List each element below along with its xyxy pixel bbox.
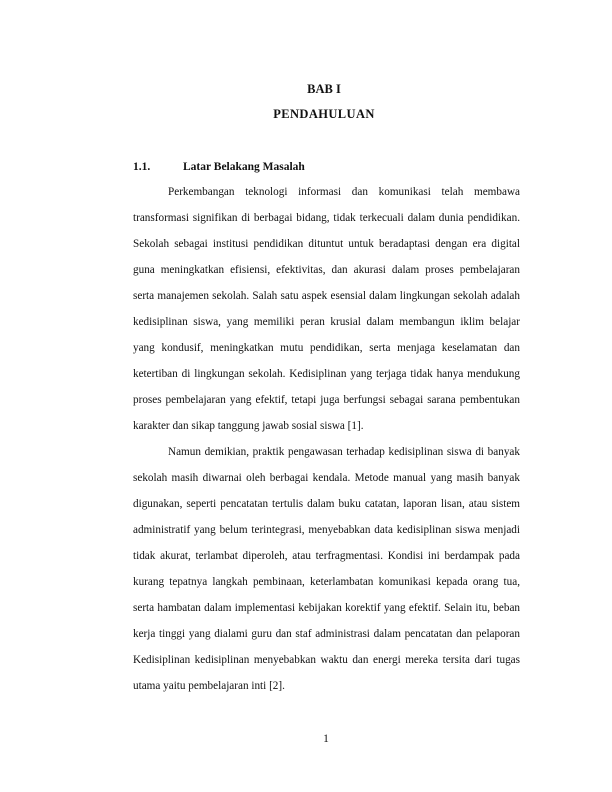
chapter-title: PENDAHULUAN: [273, 107, 375, 121]
paragraph-1-line-4: guna meningkatkan efisiensi, efektivitas, dan akurasi dalam proses pembelajaran: [133, 264, 520, 276]
page-number: 1: [323, 733, 329, 745]
paragraph-2-line-9: Kedisiplinan kedisiplinan menyebabkan waktu dan energi mereka tersita dari tugas: [133, 654, 520, 666]
paragraph-2-line-10: utama yaitu pembelajaran inti [2].: [133, 680, 285, 692]
section-heading: [133, 161, 305, 173]
paragraph-2-line-4: administratif yang belum terintegrasi, menyebabkan data kedisiplinan siswa menjadi: [133, 524, 520, 536]
chapter-number: BAB I: [307, 82, 341, 96]
paragraph-2-line-2: sekolah masih diwarnai oleh berbagai kendala. Metode manual yang masih banyak: [133, 472, 520, 484]
paragraph-1-line-3: Sekolah sebagai institusi pendidikan dituntut untuk beradaptasi dengan era digital: [133, 238, 520, 250]
paragraph-2-line-6: kurang tepatnya langkah pembinaan, keterlambatan komunikasi kepada orang tua,: [133, 576, 520, 588]
paragraph-1-line-6: kedisiplinan siswa, yang memiliki peran krusial dalam membangun iklim belajar: [133, 316, 520, 328]
paragraph-1-line-5: serta manajemen sekolah. Salah satu aspek esensial dalam lingkungan sekolah adalah: [133, 290, 520, 302]
paragraph-2-line-5: tidak akurat, terlambat diperoleh, atau terfragmentasi. Kondisi ini berdampak pada: [133, 550, 520, 562]
paragraph-2-line-1: Namun demikian, praktik pengawasan terhadap kedisiplinan siswa di banyak: [168, 446, 520, 458]
section-title: Latar Belakang Masalah: [183, 161, 305, 173]
paragraph-1-line-2: transformasi signifikan di berbagai bidang, tidak terkecuali dalam dunia pendidikan.: [133, 212, 520, 224]
paragraph-1-line-1: Perkembangan teknologi informasi dan komunikasi telah membawa: [168, 186, 520, 198]
paragraph-2-line-3: digunakan, seperti pencatatan tertulis dalam buku catatan, laporan lisan, atau sistem: [133, 498, 520, 510]
paragraph-1-line-7: yang kondusif, meningkatkan mutu pendidikan, serta menjaga keselamatan dan: [133, 342, 520, 354]
paragraph-2-line-7: serta hambatan dalam implementasi kebijakan korektif yang efektif. Selain itu, beban: [133, 602, 520, 614]
paragraph-1-line-8: ketertiban di lingkungan sekolah. Kedisiplinan yang terjaga tidak hanya mendukung: [133, 368, 520, 380]
section-number: 1.1.: [133, 161, 151, 173]
paragraph-1-line-10: karakter dan sikap tanggung jawab sosial siswa [1].: [133, 420, 364, 432]
paragraph-1-line-9: proses pembelajaran yang efektif, tetapi juga berfungsi sebagai sarana pembentukan: [133, 394, 520, 406]
paragraph-2-line-8: kerja tinggi yang dialami guru dan staf administrasi dalam pencatatan dan pelaporan: [133, 628, 520, 640]
